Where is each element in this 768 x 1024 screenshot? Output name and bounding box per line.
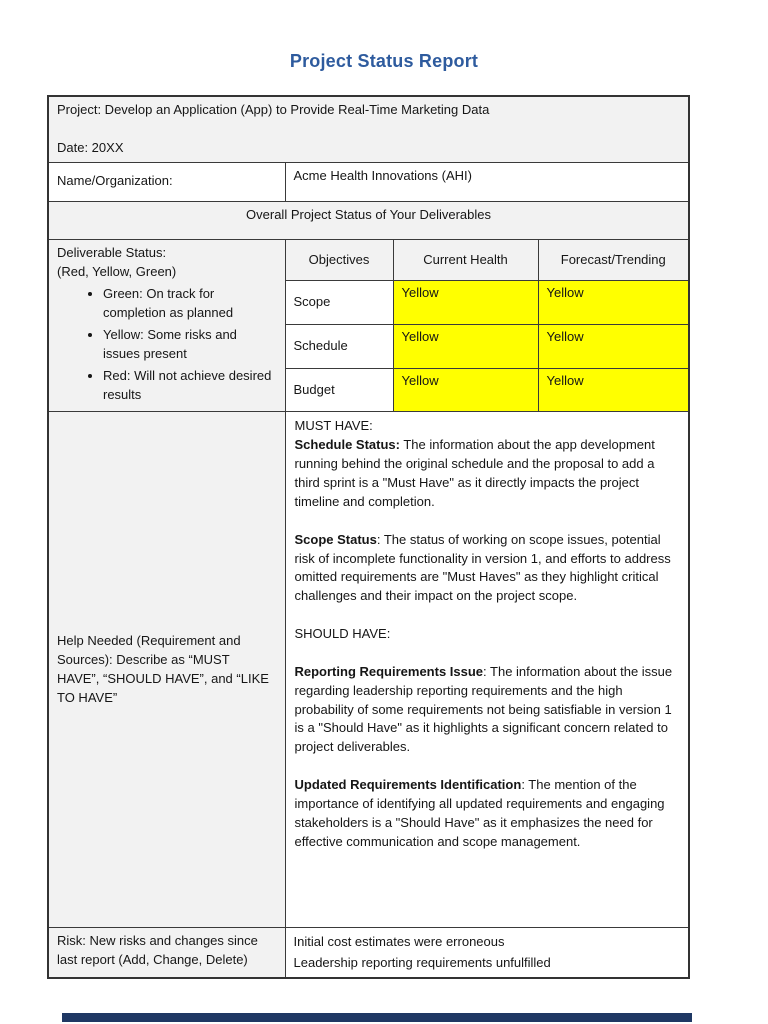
help-paragraph: SHOULD HAVE: bbox=[294, 626, 391, 642]
deliverable-status-title: Deliverable Status: bbox=[57, 244, 167, 260]
budget-current-health-status: Yellow bbox=[393, 368, 538, 412]
column-header-objectives: Objectives bbox=[285, 239, 393, 281]
legend-item-yellow: • Yellow: Some risks and issues present bbox=[103, 326, 277, 364]
status-report-table bbox=[47, 95, 690, 979]
scope-forecast-status: Yellow bbox=[538, 281, 689, 325]
status-color-legend bbox=[57, 285, 277, 404]
risk-item: Leadership reporting requirements unfulfilled bbox=[293, 954, 551, 970]
legend-item-green: • Green: On track for completion as planned bbox=[103, 285, 277, 323]
column-header-forecast-trending: Forecast/Trending bbox=[538, 239, 689, 281]
objective-schedule: Schedule bbox=[285, 324, 393, 368]
next-page-edge bbox=[62, 1013, 692, 1022]
budget-forecast-status: Yellow bbox=[538, 368, 689, 412]
help-needed-content bbox=[285, 412, 689, 928]
name-org-value: Acme Health Innovations (AHI) bbox=[285, 162, 689, 201]
deliverable-status-subtitle: (Red, Yellow, Green) bbox=[57, 263, 177, 279]
project-line: Project: Develop an Application (App) to Provide Real-Time Marketing Data bbox=[57, 102, 490, 117]
help-paragraph: Scope Status: The status of working on scope issues, potential risk of incomplete functionality in version 1, and efforts to address omitted requirements are "Must Haves" as they highlight critical challenges and their impact on the project scope. bbox=[294, 531, 671, 604]
column-header-current-health: Current Health bbox=[393, 239, 538, 281]
paragraph-lead: Scope Status bbox=[294, 531, 377, 547]
help-paragraph: Updated Requirements Identification: The mention of the importance of identifying all updated requirements and engaging stakeholders is a "Should Have" as it emphasizes the need for effective communication and scope management. bbox=[294, 777, 665, 849]
help-needed-label: Help Needed (Requirement and Sources): Describe as “MUST HAVE”, “SHOULD HAVE”, and “LIKE TO HAVE” bbox=[48, 412, 285, 928]
schedule-current-health-status: Yellow bbox=[393, 324, 538, 368]
paragraph-lead: Schedule Status: bbox=[294, 437, 400, 453]
deliverable-status-legend-cell bbox=[48, 239, 285, 412]
project-header-cell bbox=[48, 96, 689, 162]
help-paragraph: Schedule Status: The information about the app development running behind the original schedule and the proposal to add a third sprint is a "Must Have" as it directly impacts the project timeline and completion. bbox=[294, 437, 655, 509]
schedule-forecast-status: Yellow bbox=[538, 324, 689, 368]
risk-items-cell bbox=[285, 928, 689, 978]
date-line: Date: 20XX bbox=[57, 139, 124, 155]
objective-scope: Scope bbox=[285, 281, 393, 325]
risk-label: Risk: New risks and changes since last report (Add, Change, Delete) bbox=[48, 928, 285, 978]
risk-item: Initial cost estimates were erroneous bbox=[293, 934, 505, 950]
name-org-label: Name/Organization: bbox=[48, 162, 285, 201]
help-paragraph: Reporting Requirements Issue: The information about the issue regarding leadership reporting requirements and the high probability of some requirements not being satisfiable in version 1 is a "Should Have" as it highlights a significant concern related to project deliverables. bbox=[294, 663, 673, 755]
objective-budget: Budget bbox=[285, 368, 393, 412]
help-paragraph: MUST HAVE: bbox=[294, 418, 373, 434]
paragraph-lead: Reporting Requirements Issue bbox=[294, 663, 484, 679]
paragraph-lead: Updated Requirements Identification bbox=[294, 777, 522, 793]
scope-current-health-status: Yellow bbox=[393, 281, 538, 325]
page-title: Project Status Report bbox=[289, 51, 479, 71]
legend-item-red: • Red: Will not achieve desired results bbox=[103, 367, 277, 405]
overall-status-header: Overall Project Status of Your Deliverables bbox=[48, 201, 689, 239]
